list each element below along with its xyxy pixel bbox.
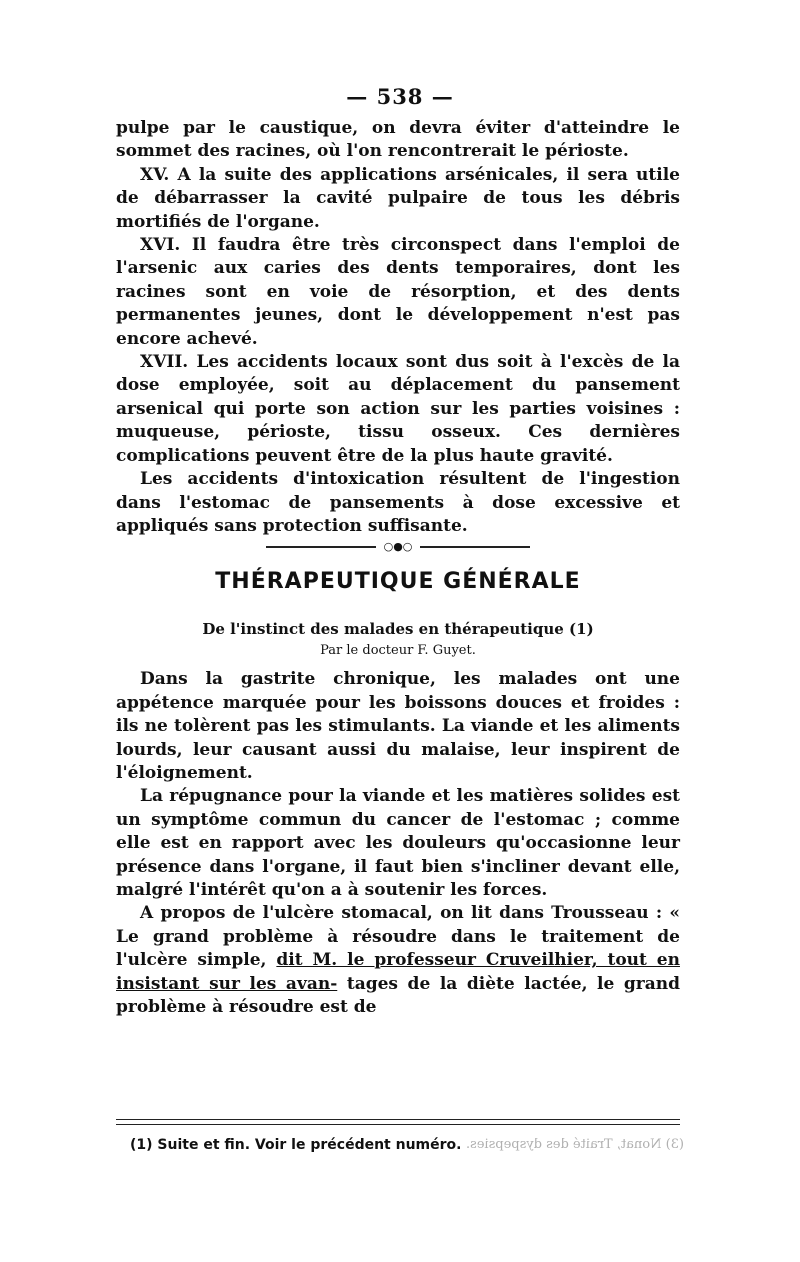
section-divider (116, 540, 680, 554)
text-column (116, 117, 680, 1019)
page-number: — 538 — (346, 84, 454, 109)
footnote: (1) Suite et fin. Voir le précédent numéro. (130, 1137, 462, 1153)
paragraph-gastrite: Dans la gastrite chronique, les malades ont une appétence marquée pour les boissons douces et froides : ils ne tolèrent pas les stimulants. La viande et les aliments lourds, leur causant aussi du malaise, leur inspirent de l'éloignement. (116, 669, 680, 783)
footnote-rule-bleed (116, 1124, 680, 1125)
ulcere-text-b: dit M. le professeur Cruveilhier, tout en insistant sur les avan- (116, 950, 680, 994)
section-title: THÉRAPEUTIQUE GÉNÉRALE (215, 569, 581, 595)
footnote-rule (116, 1119, 680, 1120)
ornament-icon: ○●○ (376, 540, 420, 554)
paragraph-continuation: pulpe par le caustique, on devra éviter d'atteindre le sommet des racines, où l'on rencontrerait le périoste. (116, 118, 680, 162)
paragraph-ulcere (116, 902, 680, 1019)
paragraph-xv: XV. A la suite des applications arsénicales, il sera utile de débarrasser la cavité pulpaire de tous les débris mortifiés de l'organe. (116, 164, 680, 232)
paragraph-xvi: XVI. Il faudra être très circonspect dans l'emploi de l'arsenic aux caries des dents temporaires, dont les racines sont en voie de résorption, et des dents permanentes jeunes, dont le développement n'est pas encore achevé. (116, 235, 680, 349)
paragraph-cancer: La répugnance pour la viande et les matières solides est un symptôme commun du cancer de l'estomac ; comme elle est en rapport avec les douleurs qu'occasionne leur présence dans l'organe, il faut bien s'incliner devant elle, malgré l'intérêt qu'on a à soutenir les forces. (116, 786, 680, 900)
article-title: De l'instinct des malades en thérapeutique (1) (202, 620, 594, 639)
paragraph-xvii: XVII. Les accidents locaux sont dus soit à l'excès de la dose employée, soit au déplacement du pansement arsenical qui porte son action sur les parties voisines : muqueuse, périoste, tissu osseux. Ces dernières complications peuvent être de la plus haute gravité. (116, 352, 680, 466)
ulcere-text-c: tages de la diète lactée, le grand problème à résoudre est de (116, 973, 681, 1017)
ulcere-text-a: A propos de l'ulcère stomacal, on lit dans Trousseau : « Le grand problème à résoudre dans le traitement de l'ulcère simple, (116, 903, 680, 971)
author-byline: Par le docteur F. Guyet. (320, 643, 476, 659)
paragraph-intoxication: Les accidents d'intoxication résultent de l'ingestion dans l'estomac de pansements à dose excessive et appliqués sans protection suffisante. (116, 469, 680, 536)
bleed-through-text: (3) Nonat, Traité des dyspepsies. (465, 1137, 684, 1152)
